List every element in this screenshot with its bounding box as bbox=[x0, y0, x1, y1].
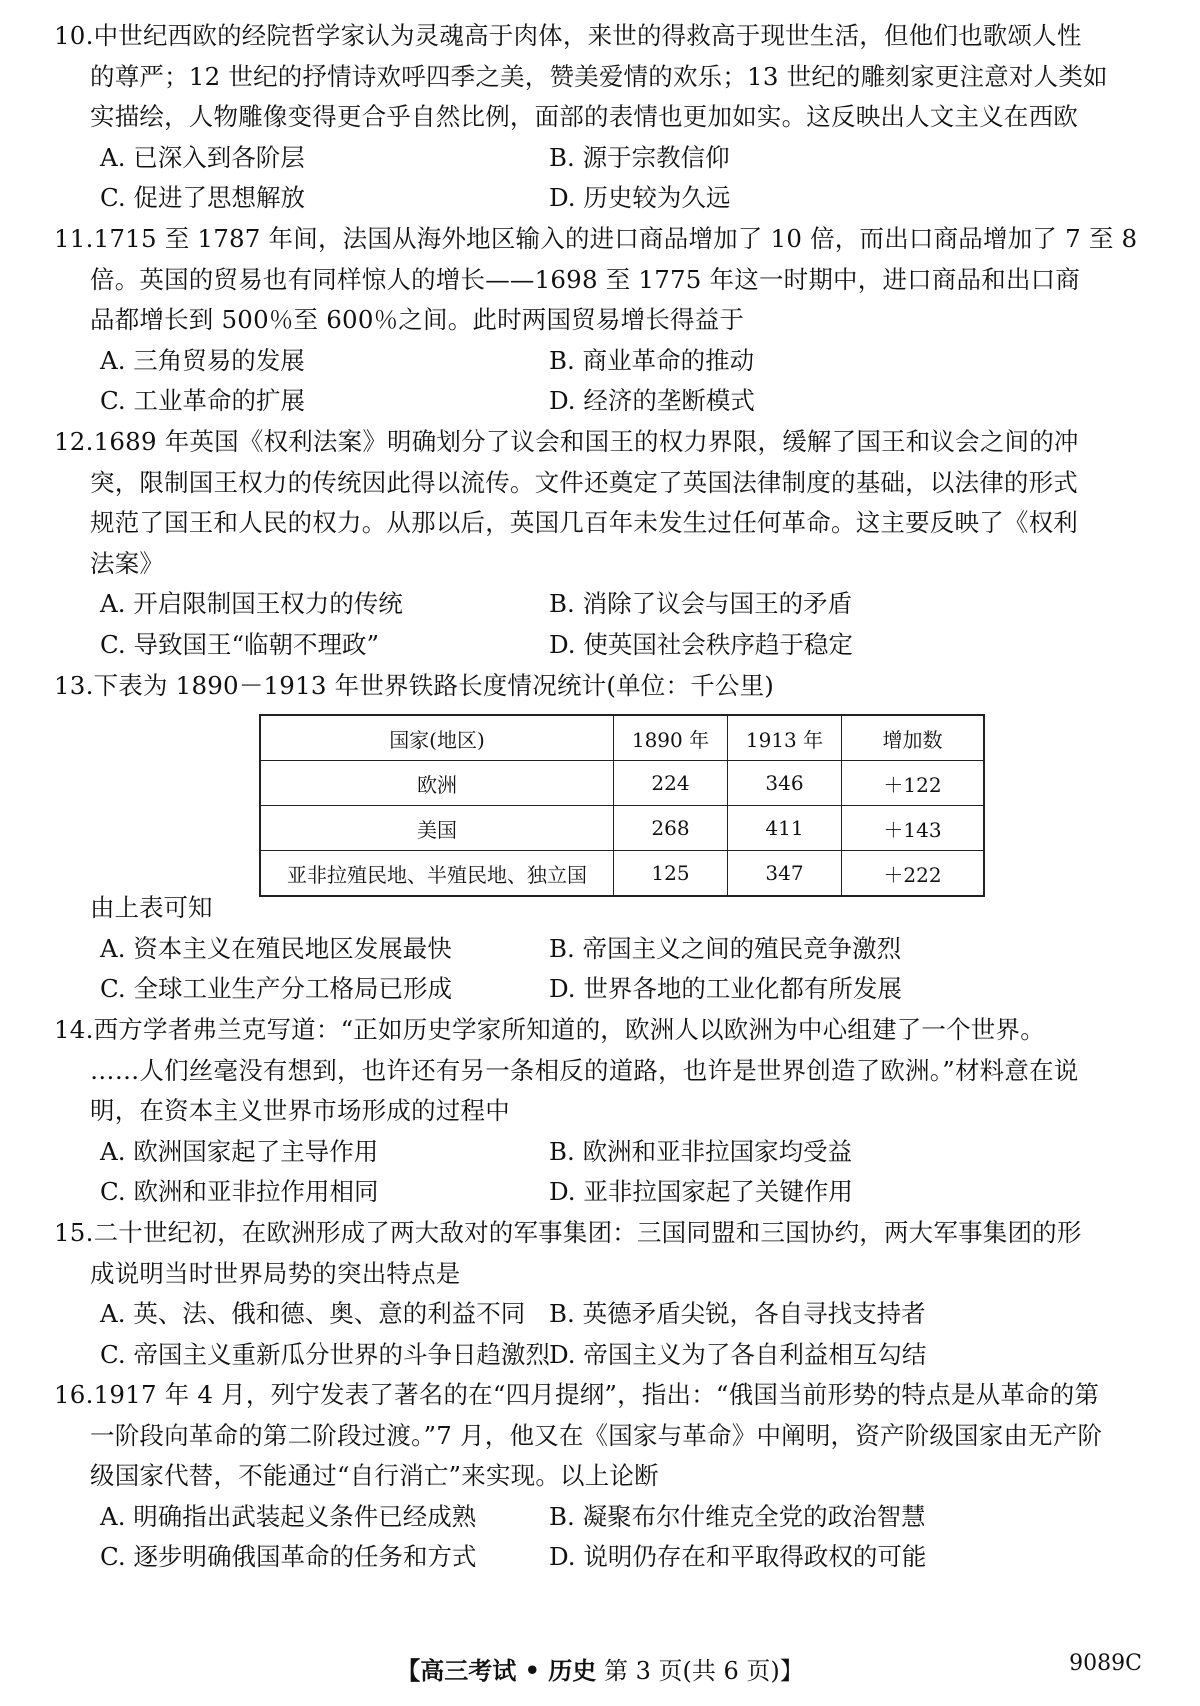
option-d: D. 历史较为久远 bbox=[549, 183, 731, 212]
table-cell: 268 bbox=[614, 806, 728, 851]
question-13-options bbox=[54, 888, 1154, 1010]
question-12 bbox=[54, 422, 1154, 665]
option-b: B. 凝聚布尔什维克全党的政治智慧 bbox=[549, 1501, 926, 1531]
options bbox=[54, 1497, 1154, 1578]
question-text: 由上表可知 bbox=[90, 893, 213, 922]
option-a: A. 已深入到各阶层 bbox=[100, 142, 305, 172]
table-header: 国家(地区) bbox=[260, 715, 614, 761]
question-16 bbox=[54, 1375, 1154, 1578]
table-cell: 347 bbox=[728, 851, 842, 897]
option-b: B. 帝国主义之间的殖民竞争激烈 bbox=[549, 933, 902, 963]
question-text: 西方学者弗兰克写道：“正如历史学家所知道的，欧洲人以欧洲为中心组建了一个世界。 bbox=[93, 1015, 1045, 1044]
table-cell: 411 bbox=[728, 806, 842, 851]
question-text: 成说明当时世界局势的突出特点是 bbox=[90, 1258, 461, 1288]
option-c: C. 导致国王“临朝不理政” bbox=[100, 629, 379, 659]
option-b: B. 欧洲和亚非拉国家均受益 bbox=[549, 1136, 853, 1166]
option-d: D. 说明仍存在和平取得政权的可能 bbox=[549, 1542, 927, 1571]
options bbox=[54, 929, 1154, 1010]
options bbox=[54, 138, 1154, 219]
table-row bbox=[260, 806, 984, 851]
table-cell: 欧洲 bbox=[260, 761, 614, 806]
question-10 bbox=[54, 16, 1154, 219]
options bbox=[54, 341, 1154, 422]
option-b: B. 商业革命的推动 bbox=[549, 345, 755, 375]
option-a: A. 开启限制国王权力的传统 bbox=[100, 589, 403, 618]
question-text: 级国家代替，不能通过“自行消亡”来实现。以上论断 bbox=[90, 1461, 659, 1490]
question-number: 15. bbox=[54, 1218, 94, 1247]
question-text: 明，在资本主义世界市场形成的过程中 bbox=[90, 1096, 510, 1125]
table-cell: 美国 bbox=[260, 806, 614, 851]
question-number: 16. bbox=[54, 1380, 94, 1409]
option-d: D. 帝国主义为了各自利益相互勾结 bbox=[549, 1339, 927, 1369]
option-c: C. 欧洲和亚非拉作用相同 bbox=[100, 1177, 379, 1206]
option-b: B. 英德矛盾尖锐，各自寻找支持者 bbox=[549, 1299, 926, 1328]
question-11 bbox=[54, 219, 1154, 422]
table-header: 增加数 bbox=[842, 715, 985, 761]
table-header: 1890 年 bbox=[614, 715, 728, 761]
question-text: 实描绘，人物雕像变得更合乎自然比例，面部的表情也更加如实。这反映出人文主义在西欧 bbox=[90, 102, 1078, 131]
options bbox=[54, 584, 1154, 665]
question-number: 12. bbox=[54, 427, 94, 456]
question-text: 中世纪西欧的经院哲学家认为灵魂高于肉体，来世的得救高于现世生活，但他们也歌颂人性 bbox=[93, 21, 1082, 50]
question-number: 11. bbox=[54, 224, 94, 253]
question-number: 13. bbox=[54, 671, 94, 700]
option-b: B. 源于宗教信仰 bbox=[549, 142, 730, 172]
table-cell: 125 bbox=[614, 851, 728, 897]
option-a: A. 明确指出武装起义条件已经成熟 bbox=[100, 1501, 477, 1531]
question-text: 规范了国王和人民的权力。从那以后，英国几百年未发生过任何革命。这主要反映了《权利 bbox=[90, 508, 1078, 537]
option-c: C. 逐步明确俄国革命的任务和方式 bbox=[100, 1542, 477, 1571]
option-c: C. 工业革命的扩展 bbox=[100, 386, 305, 415]
question-text: 1917 年 4 月，列宁发表了著名的在“四月提纲”，指出：“俄国当前形势的特点是从革命的第 bbox=[93, 1380, 1100, 1409]
page-number: 第 3 页(共 6 页)】 bbox=[603, 1657, 804, 1685]
question-text: 二十世纪初，在欧洲形成了两大敌对的军事集团：三国同盟和三国协约，两大军事集团的形 bbox=[93, 1218, 1082, 1247]
options bbox=[54, 1294, 1154, 1375]
question-text: 的尊严；12 世纪的抒情诗欢呼四季之美，赞美爱情的欢乐；13 世纪的雕刻家更注意对人类如 bbox=[90, 61, 1108, 91]
option-a: A. 三角贸易的发展 bbox=[100, 345, 305, 375]
question-13 bbox=[54, 666, 1154, 707]
table-cell: ＋143 bbox=[842, 806, 985, 851]
question-text: ……人们丝毫没有想到，也许还有另一条相反的道路，也许是世界创造了欧洲。”材料意在说 bbox=[90, 1055, 1079, 1085]
options bbox=[54, 1132, 1154, 1213]
table-cell: 亚非拉殖民地、半殖民地、独立国 bbox=[260, 851, 614, 897]
question-text: 突，限制国王权力的传统因此得以流传。文件还奠定了英国法律制度的基础，以法律的形式 bbox=[90, 467, 1078, 497]
table-header: 1913 年 bbox=[728, 715, 842, 761]
option-c: C. 促进了思想解放 bbox=[100, 183, 305, 212]
table-cell: ＋222 bbox=[842, 851, 985, 897]
option-d: D. 世界各地的工业化都有所发展 bbox=[549, 974, 902, 1003]
question-text: 倍。英国的贸易也有同样惊人的增长——1698 至 1775 年这一时期中，进口商品和出口商 bbox=[90, 264, 1081, 294]
table-cell: 346 bbox=[728, 761, 842, 806]
table-row bbox=[260, 761, 984, 806]
option-b: B. 消除了议会与国王的矛盾 bbox=[549, 589, 853, 618]
option-a: A. 欧洲国家起了主导作用 bbox=[100, 1136, 379, 1166]
option-d: D. 使英国社会秩序趋于稳定 bbox=[549, 629, 853, 659]
question-text: 1689 年英国《权利法案》明确划分了议会和国王的权力界限，缓解了国王和议会之间的冲 bbox=[93, 427, 1079, 456]
exam-title: 【高三考试 • 历史 bbox=[396, 1656, 597, 1685]
question-text: 1715 至 1787 年间，法国从海外地区输入的进口商品增加了 10 倍，而出口商品增加了 7 至 8 bbox=[93, 224, 1138, 253]
question-text: 一阶段向革命的第二阶段过渡。”7 月，他又在《国家与革命》中阐明，资产阶级国家由无产阶 bbox=[90, 1420, 1103, 1450]
question-15 bbox=[54, 1213, 1154, 1375]
question-number: 14. bbox=[54, 1015, 94, 1044]
option-d: D. 经济的垄断模式 bbox=[549, 386, 755, 415]
page-footer bbox=[0, 1651, 1200, 1686]
option-c: C. 全球工业生产分工格局已形成 bbox=[100, 974, 452, 1003]
option-c: C. 帝国主义重新瓜分世界的斗争日趋激烈 bbox=[100, 1339, 550, 1369]
option-a: A. 资本主义在殖民地区发展最快 bbox=[100, 933, 452, 963]
question-text: 品都增长到 500％至 600％之间。此时两国贸易增长得益于 bbox=[90, 305, 745, 334]
table-cell: ＋122 bbox=[842, 761, 985, 806]
option-a: A. 英、法、俄和德、奥、意的利益不同 bbox=[100, 1299, 526, 1328]
table-header-row bbox=[260, 715, 984, 761]
question-text: 法案》 bbox=[90, 548, 165, 578]
table-cell: 224 bbox=[614, 761, 728, 806]
question-number: 10. bbox=[54, 21, 94, 50]
question-text: 下表为 1890－1913 年世界铁路长度情况统计(单位：千公里) bbox=[93, 671, 775, 700]
exam-code: 9089C bbox=[1069, 1651, 1142, 1676]
question-14 bbox=[54, 1010, 1154, 1213]
option-d: D. 亚非拉国家起了关键作用 bbox=[549, 1177, 853, 1206]
railway-table bbox=[259, 714, 985, 897]
